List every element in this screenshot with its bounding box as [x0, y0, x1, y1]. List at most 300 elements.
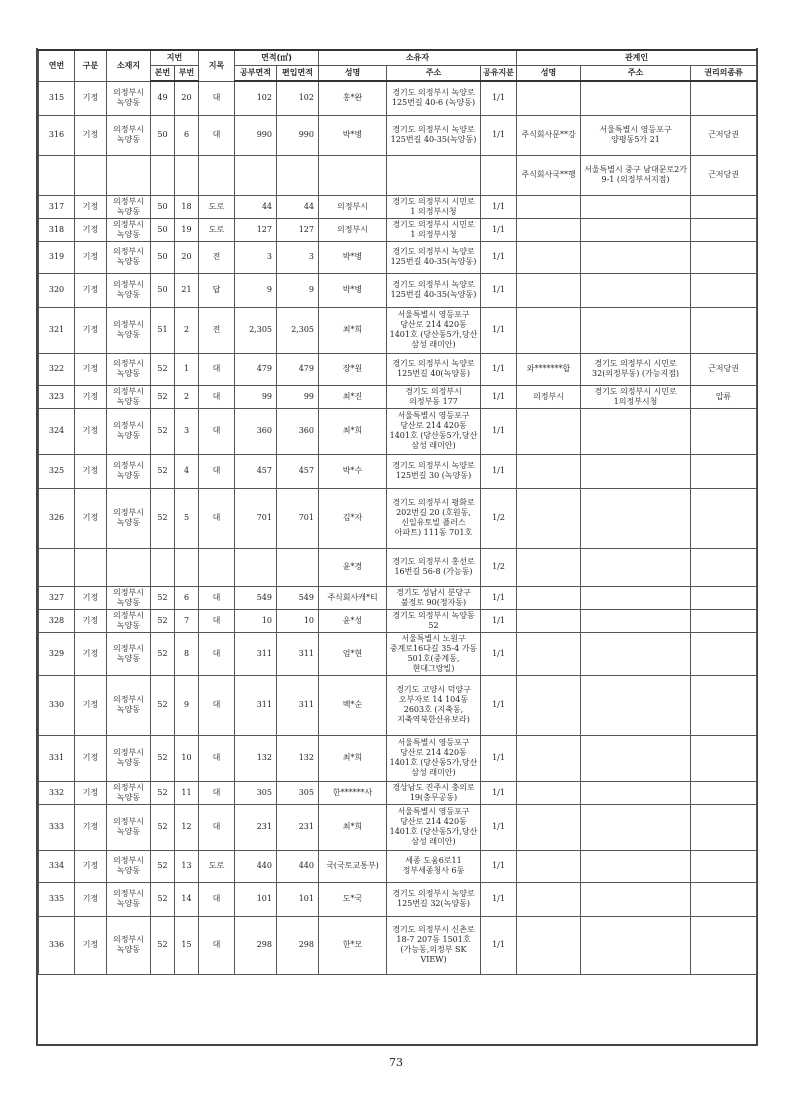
cell-stakeholder-address: 경기도 의정부시 시민로 1의정부시청 — [581, 385, 691, 408]
cell-location: 의정부시 녹양동 — [107, 675, 151, 735]
cell-owner-name: 도*국 — [319, 882, 387, 916]
cell-owner-share: 1/1 — [481, 218, 517, 241]
cell-land-type: 대 — [199, 882, 235, 916]
cell-lot-main: 52 — [151, 353, 175, 385]
cell-area-incorporated: 231 — [277, 804, 319, 850]
cell-lot-sub: 9 — [175, 675, 199, 735]
cell-owner-name: 주식회사캐*티 — [319, 586, 387, 609]
cell-owner-name: 국(국토교통부) — [319, 850, 387, 882]
cell-stakeholder-address — [581, 218, 691, 241]
cell-lot-main: 52 — [151, 586, 175, 609]
cell-land-type: 대 — [199, 408, 235, 454]
cell-serial: 321 — [39, 307, 75, 353]
cell-land-type: 대 — [199, 675, 235, 735]
cell-stakeholder-address — [581, 195, 691, 218]
cell-right-type — [691, 241, 757, 273]
cell-stakeholder-name — [517, 916, 581, 974]
cell-category: 기정 — [75, 195, 107, 218]
cell-area-incorporated: 102 — [277, 81, 319, 115]
cell-location: 의정부시 녹양동 — [107, 353, 151, 385]
cell-owner-address: 경기도 의정부시 녹양로 125번길 40-35(녹양동) — [387, 241, 481, 273]
cell-lot-sub: 7 — [175, 609, 199, 632]
cell-stakeholder-name — [517, 882, 581, 916]
table-row — [39, 488, 757, 548]
cell-serial: 334 — [39, 850, 75, 882]
cell-area-public: 3 — [235, 241, 277, 273]
cell-owner-share: 1/1 — [481, 353, 517, 385]
cell-lot-sub: 2 — [175, 385, 199, 408]
cell-owner-share: 1/1 — [481, 632, 517, 675]
cell-right-type — [691, 408, 757, 454]
cell-lot-sub — [175, 548, 199, 586]
header-area-public: 공부면적 — [235, 66, 277, 82]
header-owner-share: 공유지분 — [481, 66, 517, 82]
cell-owner-share: 1/1 — [481, 81, 517, 115]
cell-location: 의정부시 녹양동 — [107, 385, 151, 408]
cell-owner-address — [387, 155, 481, 195]
cell-serial: 333 — [39, 804, 75, 850]
cell-owner-share: 1/1 — [481, 916, 517, 974]
cell-area-public: 127 — [235, 218, 277, 241]
table-row — [39, 586, 757, 609]
cell-owner-name: 최*희 — [319, 307, 387, 353]
cell-right-type — [691, 632, 757, 675]
cell-owner-share: 1/1 — [481, 850, 517, 882]
cell-owner-name: 최*희 — [319, 804, 387, 850]
cell-stakeholder-address — [581, 781, 691, 804]
cell-owner-address: 서울특별시 영등포구 당산로 214 420동 1401호 (당산동5가,당산 삼성 래미안) — [387, 408, 481, 454]
cell-serial: 332 — [39, 781, 75, 804]
cell-area-public: 9 — [235, 273, 277, 307]
cell-lot-sub: 20 — [175, 81, 199, 115]
cell-area-public: 44 — [235, 195, 277, 218]
cell-stakeholder-address — [581, 408, 691, 454]
cell-lot-sub: 15 — [175, 916, 199, 974]
cell-owner-address: 세종 도움6로11 정부세종청사 6동 — [387, 850, 481, 882]
cell-area-incorporated: 44 — [277, 195, 319, 218]
cell-right-type — [691, 804, 757, 850]
cell-right-type — [691, 586, 757, 609]
cell-area-public: 101 — [235, 882, 277, 916]
cell-lot-main: 52 — [151, 916, 175, 974]
cell-serial: 318 — [39, 218, 75, 241]
cell-serial — [39, 548, 75, 586]
cell-stakeholder-address — [581, 273, 691, 307]
cell-location: 의정부시 녹양동 — [107, 115, 151, 155]
cell-category: 기정 — [75, 353, 107, 385]
table-row — [39, 241, 757, 273]
table-row — [39, 735, 757, 781]
cell-lot-main: 50 — [151, 115, 175, 155]
cell-location: 의정부시 녹양동 — [107, 609, 151, 632]
cell-stakeholder-address — [581, 632, 691, 675]
cell-serial: 328 — [39, 609, 75, 632]
cell-right-type — [691, 675, 757, 735]
header-owner-address: 주소 — [387, 66, 481, 82]
cell-owner-share: 1/1 — [481, 675, 517, 735]
cell-location: 의정부시 녹양동 — [107, 454, 151, 488]
cell-owner-share: 1/1 — [481, 586, 517, 609]
cell-location: 의정부시 녹양동 — [107, 916, 151, 974]
cell-area-public: 549 — [235, 586, 277, 609]
cell-owner-address: 경기도 성남시 분당구 불정로 90(정자동) — [387, 586, 481, 609]
cell-category: 기정 — [75, 781, 107, 804]
table-row — [39, 548, 757, 586]
table-row — [39, 81, 757, 115]
cell-owner-name: 최*희 — [319, 735, 387, 781]
cell-area-incorporated: 479 — [277, 353, 319, 385]
table-row — [39, 632, 757, 675]
cell-lot-main: 52 — [151, 735, 175, 781]
cell-stakeholder-address — [581, 454, 691, 488]
cell-serial: 319 — [39, 241, 75, 273]
cell-lot-main: 52 — [151, 408, 175, 454]
cell-category: 기정 — [75, 81, 107, 115]
cell-land-type: 대 — [199, 586, 235, 609]
cell-land-type: 대 — [199, 488, 235, 548]
table-row — [39, 115, 757, 155]
cell-lot-sub: 18 — [175, 195, 199, 218]
cell-stakeholder-name — [517, 632, 581, 675]
cell-category: 기정 — [75, 632, 107, 675]
cell-lot-main: 49 — [151, 81, 175, 115]
cell-serial: 330 — [39, 675, 75, 735]
cell-stakeholder-name — [517, 454, 581, 488]
cell-category: 기정 — [75, 307, 107, 353]
cell-right-type — [691, 454, 757, 488]
cell-stakeholder-name: 주식회사국**행 — [517, 155, 581, 195]
cell-owner-name: 박*병 — [319, 115, 387, 155]
cell-owner-name: 엄*현 — [319, 632, 387, 675]
cell-category: 기정 — [75, 882, 107, 916]
cell-serial: 320 — [39, 273, 75, 307]
cell-serial: 331 — [39, 735, 75, 781]
cell-category: 기정 — [75, 735, 107, 781]
cell-lot-sub: 19 — [175, 218, 199, 241]
cell-location: 의정부시 녹양동 — [107, 408, 151, 454]
cell-land-type: 대 — [199, 115, 235, 155]
cell-owner-name: 윤*성 — [319, 609, 387, 632]
cell-lot-sub: 10 — [175, 735, 199, 781]
cell-land-type: 전 — [199, 307, 235, 353]
cell-owner-name: 의정부시 — [319, 218, 387, 241]
cell-lot-sub: 20 — [175, 241, 199, 273]
header-stakeholder: 관계인 — [517, 50, 757, 66]
cell-lot-sub: 14 — [175, 882, 199, 916]
cell-category — [75, 155, 107, 195]
cell-area-public: 990 — [235, 115, 277, 155]
cell-stakeholder-address — [581, 488, 691, 548]
cell-area-incorporated: 701 — [277, 488, 319, 548]
cell-serial: 336 — [39, 916, 75, 974]
cell-owner-name: 한******사 — [319, 781, 387, 804]
cell-lot-main: 52 — [151, 609, 175, 632]
cell-owner-name: 윤*경 — [319, 548, 387, 586]
cell-owner-share: 1/1 — [481, 408, 517, 454]
table-row — [39, 454, 757, 488]
cell-land-type: 대 — [199, 454, 235, 488]
page-number: 73 — [389, 1056, 403, 1069]
cell-serial: 327 — [39, 586, 75, 609]
cell-area-public: 701 — [235, 488, 277, 548]
table-row — [39, 353, 757, 385]
cell-category: 기정 — [75, 241, 107, 273]
cell-right-type — [691, 548, 757, 586]
cell-stakeholder-address — [581, 735, 691, 781]
cell-owner-address: 경상남도 진주시 충의로 19(충무공동) — [387, 781, 481, 804]
cell-right-type — [691, 609, 757, 632]
cell-location: 의정부시 녹양동 — [107, 882, 151, 916]
cell-stakeholder-name — [517, 307, 581, 353]
cell-lot-main: 52 — [151, 385, 175, 408]
cell-right-type — [691, 488, 757, 548]
cell-lot-main: 50 — [151, 241, 175, 273]
cell-lot-sub: 4 — [175, 454, 199, 488]
cell-location: 의정부시 녹양동 — [107, 586, 151, 609]
cell-serial: 322 — [39, 353, 75, 385]
cell-stakeholder-name — [517, 548, 581, 586]
cell-category: 기정 — [75, 916, 107, 974]
cell-stakeholder-address — [581, 804, 691, 850]
cell-lot-sub: 12 — [175, 804, 199, 850]
cell-serial: 323 — [39, 385, 75, 408]
cell-area-incorporated: 440 — [277, 850, 319, 882]
cell-area-public: 311 — [235, 675, 277, 735]
cell-owner-address: 서울특별시 영등포구 당산로 214 420동 1401호 (당산동5가,당산 삼성 래미안) — [387, 804, 481, 850]
cell-area-incorporated: 10 — [277, 609, 319, 632]
cell-location: 의정부시 녹양동 — [107, 195, 151, 218]
cell-land-type — [199, 548, 235, 586]
cell-lot-sub: 1 — [175, 353, 199, 385]
cell-serial: 316 — [39, 115, 75, 155]
cell-owner-address: 경기도 의정부시 신촌로 18-7 207동 1501호(가능동,의정부 SK VIEW) — [387, 916, 481, 974]
cell-serial: 315 — [39, 81, 75, 115]
table-row — [39, 155, 757, 195]
table-row — [39, 218, 757, 241]
cell-lot-sub: 6 — [175, 586, 199, 609]
cell-lot-main: 50 — [151, 218, 175, 241]
cell-stakeholder-address: 서울특별시 영등포구 양평동5가 21 — [581, 115, 691, 155]
cell-stakeholder-address — [581, 609, 691, 632]
table-row — [39, 804, 757, 850]
table-row — [39, 385, 757, 408]
cell-area-incorporated: 132 — [277, 735, 319, 781]
cell-owner-address: 경기도 의정부시 평화로 202번길 20 (호원동,신일유토빌 플러스 아파트) 111동 701호 — [387, 488, 481, 548]
cell-lot-main: 52 — [151, 675, 175, 735]
cell-land-type: 대 — [199, 781, 235, 804]
cell-area-public: 305 — [235, 781, 277, 804]
cell-location: 의정부시 녹양동 — [107, 781, 151, 804]
cell-stakeholder-address — [581, 548, 691, 586]
cell-category: 기정 — [75, 454, 107, 488]
cell-land-type: 대 — [199, 353, 235, 385]
cell-lot-main: 52 — [151, 454, 175, 488]
table-row — [39, 850, 757, 882]
cell-stakeholder-address — [581, 916, 691, 974]
header-area: 면적(㎡) — [235, 50, 319, 66]
cell-right-type — [691, 916, 757, 974]
cell-right-type: 압류 — [691, 385, 757, 408]
cell-location: 의정부시 녹양동 — [107, 307, 151, 353]
cell-lot-sub — [175, 155, 199, 195]
cell-land-type: 도로 — [199, 218, 235, 241]
cell-owner-name: 의정부시 — [319, 195, 387, 218]
cell-lot-main: 52 — [151, 882, 175, 916]
cell-lot-sub: 21 — [175, 273, 199, 307]
cell-area-public: 132 — [235, 735, 277, 781]
cell-location: 의정부시 녹양동 — [107, 273, 151, 307]
cell-owner-address: 서울특별시 영등포구 당산로 214 420동 1401호 (당산동5가,당산 삼성 래미안) — [387, 735, 481, 781]
cell-stakeholder-address — [581, 307, 691, 353]
cell-area-incorporated: 298 — [277, 916, 319, 974]
cell-stakeholder-name — [517, 804, 581, 850]
cell-owner-share: 1/2 — [481, 488, 517, 548]
cell-owner-address: 경기도 의정부시 녹양로 125번길 30 (녹양동) — [387, 454, 481, 488]
cell-serial: 325 — [39, 454, 75, 488]
cell-area-incorporated — [277, 548, 319, 586]
header-owner-name: 성명 — [319, 66, 387, 82]
cell-owner-name — [319, 155, 387, 195]
cell-land-type: 도로 — [199, 195, 235, 218]
cell-right-type — [691, 273, 757, 307]
cell-area-incorporated: 3 — [277, 241, 319, 273]
cell-stakeholder-name — [517, 735, 581, 781]
cell-category: 기정 — [75, 609, 107, 632]
cell-stakeholder-address — [581, 882, 691, 916]
header-stakeholder-address: 주소 — [581, 66, 691, 82]
cell-serial: 329 — [39, 632, 75, 675]
cell-owner-name: 백*순 — [319, 675, 387, 735]
cell-category: 기정 — [75, 218, 107, 241]
cell-owner-address: 경기도 의정부시 시민로 1 의정부시청 — [387, 218, 481, 241]
cell-serial — [39, 155, 75, 195]
header-category: 구분 — [75, 50, 107, 81]
cell-stakeholder-address — [581, 586, 691, 609]
cell-lot-main: 52 — [151, 850, 175, 882]
cell-owner-address: 경기도 의정부시 녹양동 52 — [387, 609, 481, 632]
cell-area-public: 99 — [235, 385, 277, 408]
header-stakeholder-name: 성명 — [517, 66, 581, 82]
cell-owner-share: 1/1 — [481, 307, 517, 353]
cell-owner-address: 경기도 의정부시 녹양로 125번길 40-35(녹양동) — [387, 273, 481, 307]
cell-lot-sub: 13 — [175, 850, 199, 882]
cell-location: 의정부시 녹양동 — [107, 81, 151, 115]
cell-location: 의정부시 녹양동 — [107, 241, 151, 273]
table-row — [39, 273, 757, 307]
cell-owner-share: 1/1 — [481, 804, 517, 850]
header-right-type: 권리의종류 — [691, 66, 757, 82]
cell-right-type: 근저당권 — [691, 353, 757, 385]
cell-category: 기정 — [75, 850, 107, 882]
cell-owner-share: 1/1 — [481, 735, 517, 781]
cell-right-type — [691, 81, 757, 115]
cell-category: 기정 — [75, 488, 107, 548]
cell-area-incorporated: 311 — [277, 675, 319, 735]
cell-land-type: 답 — [199, 273, 235, 307]
cell-right-type — [691, 735, 757, 781]
cell-owner-share: 1/1 — [481, 241, 517, 273]
cell-land-type: 대 — [199, 916, 235, 974]
cell-area-incorporated: 2,305 — [277, 307, 319, 353]
header-lot: 지번 — [151, 50, 199, 66]
cell-owner-name: 박*수 — [319, 454, 387, 488]
cell-area-incorporated: 990 — [277, 115, 319, 155]
cell-lot-main: 52 — [151, 804, 175, 850]
cell-area-public: 10 — [235, 609, 277, 632]
cell-area-public: 440 — [235, 850, 277, 882]
cell-lot-main: 52 — [151, 632, 175, 675]
cell-category: 기정 — [75, 408, 107, 454]
table-row — [39, 408, 757, 454]
cell-stakeholder-name — [517, 850, 581, 882]
cell-stakeholder-name — [517, 273, 581, 307]
cell-land-type: 대 — [199, 609, 235, 632]
cell-area-incorporated: 311 — [277, 632, 319, 675]
cell-area-public: 311 — [235, 632, 277, 675]
header-lot-main: 본번 — [151, 66, 175, 82]
cell-location — [107, 155, 151, 195]
cell-area-incorporated: 99 — [277, 385, 319, 408]
cell-land-type: 도로 — [199, 850, 235, 882]
cell-lot-main: 50 — [151, 273, 175, 307]
cell-area-public: 102 — [235, 81, 277, 115]
cell-area-incorporated: 305 — [277, 781, 319, 804]
cell-stakeholder-name — [517, 241, 581, 273]
cell-owner-name: 장*원 — [319, 353, 387, 385]
cell-area-incorporated: 549 — [277, 586, 319, 609]
table-row — [39, 882, 757, 916]
cell-stakeholder-name — [517, 408, 581, 454]
header-owner: 소유자 — [319, 50, 517, 66]
cell-area-public: 360 — [235, 408, 277, 454]
cell-right-type: 근저당권 — [691, 155, 757, 195]
table-row — [39, 195, 757, 218]
cell-owner-name: 박*병 — [319, 241, 387, 273]
cell-lot-sub: 11 — [175, 781, 199, 804]
cell-location: 의정부시 녹양동 — [107, 850, 151, 882]
cell-stakeholder-name — [517, 488, 581, 548]
cell-area-public: 298 — [235, 916, 277, 974]
cell-area-incorporated: 9 — [277, 273, 319, 307]
cell-land-type: 대 — [199, 804, 235, 850]
cell-stakeholder-name — [517, 609, 581, 632]
cell-area-public: 2,305 — [235, 307, 277, 353]
cell-area-public: 457 — [235, 454, 277, 488]
cell-location: 의정부시 녹양동 — [107, 218, 151, 241]
cell-owner-address: 경기도 의정부시 녹양로 125번길 40(녹양동) — [387, 353, 481, 385]
cell-area-public: 479 — [235, 353, 277, 385]
cell-stakeholder-name: 와*******합 — [517, 353, 581, 385]
cell-stakeholder-address — [581, 675, 691, 735]
table-row — [39, 916, 757, 974]
cell-area-incorporated — [277, 155, 319, 195]
cell-lot-sub: 3 — [175, 408, 199, 454]
cell-location — [107, 548, 151, 586]
cell-owner-share: 1/1 — [481, 882, 517, 916]
cell-serial: 335 — [39, 882, 75, 916]
cell-location: 의정부시 녹양동 — [107, 632, 151, 675]
cell-category: 기정 — [75, 273, 107, 307]
cell-category: 기정 — [75, 385, 107, 408]
cell-stakeholder-address — [581, 81, 691, 115]
cell-category: 기정 — [75, 675, 107, 735]
cell-area-incorporated: 457 — [277, 454, 319, 488]
cell-land-type: 대 — [199, 81, 235, 115]
cell-owner-name: 한*모 — [319, 916, 387, 974]
cell-location: 의정부시 녹양동 — [107, 804, 151, 850]
cell-lot-sub: 2 — [175, 307, 199, 353]
cell-lot-main: 51 — [151, 307, 175, 353]
